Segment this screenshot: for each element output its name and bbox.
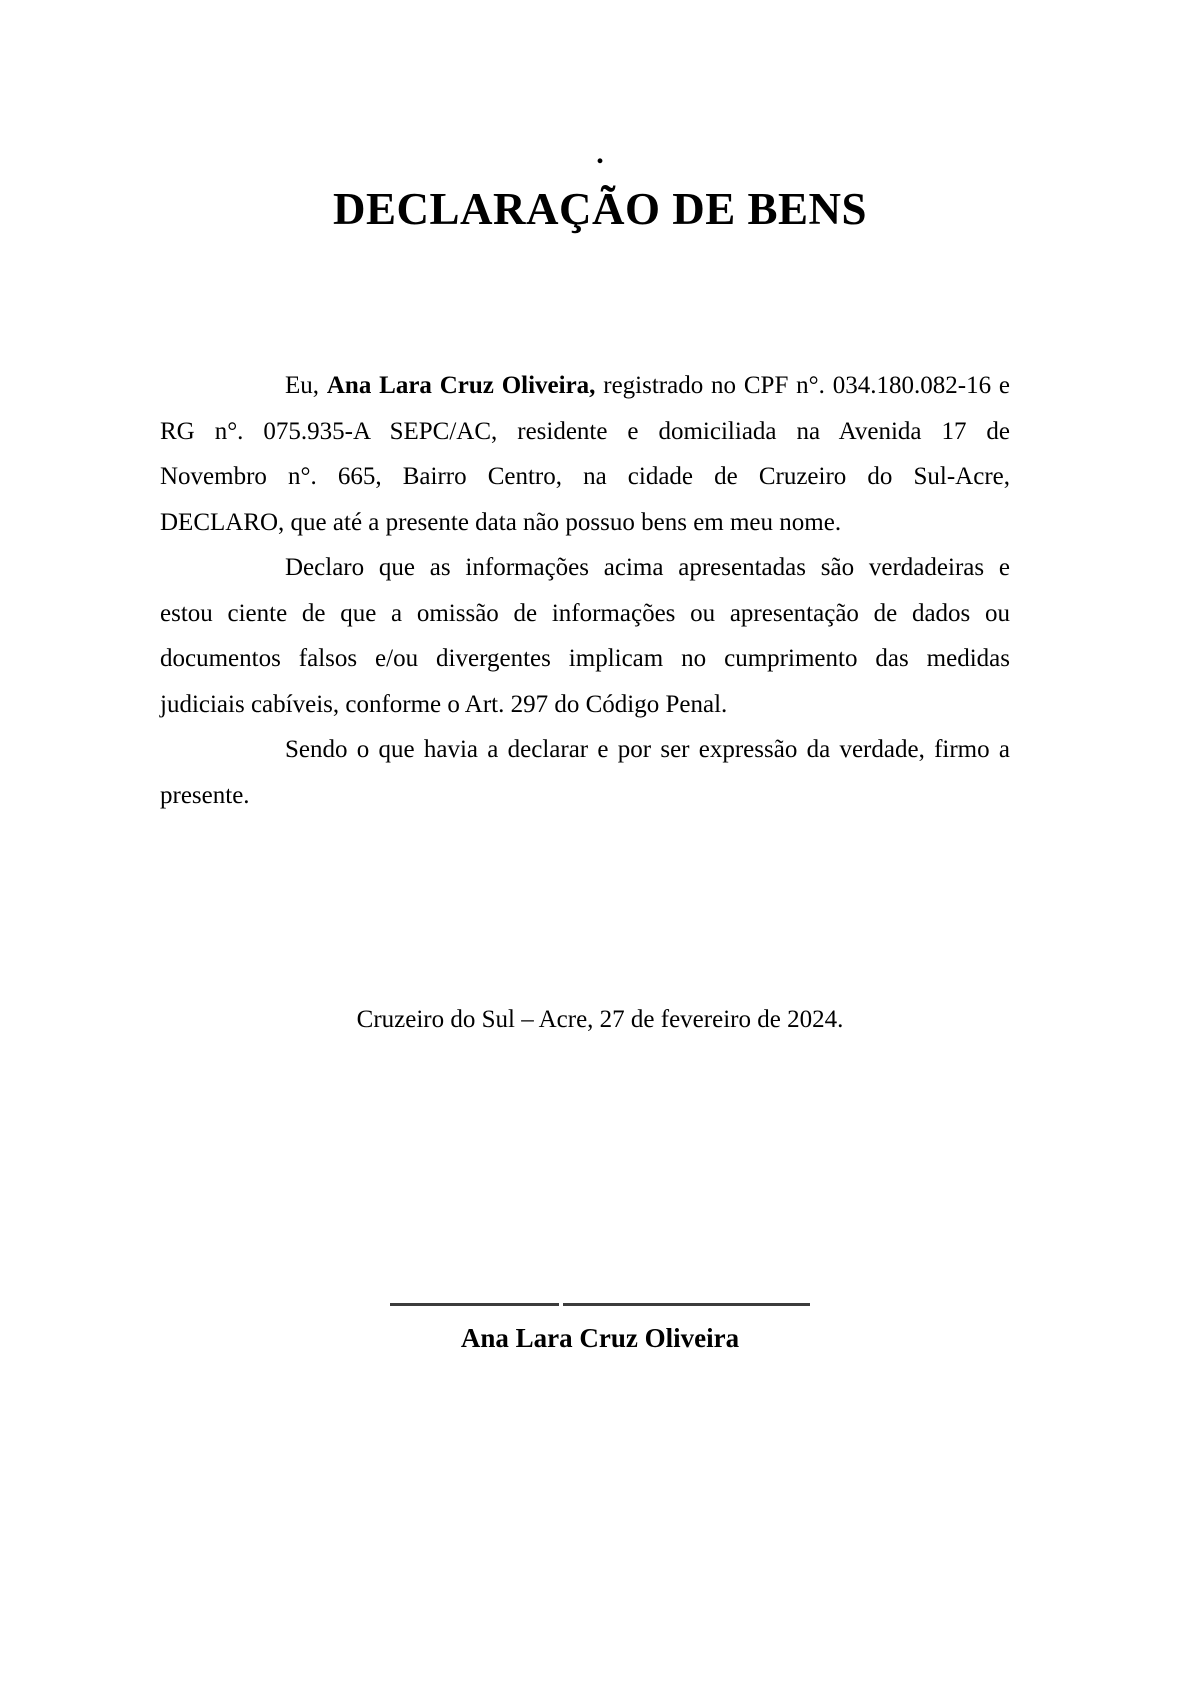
body-line xyxy=(160,363,1010,409)
body-text-run: RG n°. 075.935-A SEPC/AC, residente e domiciliada na Avenida 17 de xyxy=(160,417,1010,445)
signatory-name: Ana Lara Cruz Oliveira xyxy=(460,1323,740,1353)
body-line xyxy=(160,409,1010,455)
body-text-run: registrado no CPF n°. 034.180.082-16 e xyxy=(595,372,1010,399)
body-line xyxy=(160,545,1010,591)
signature-line xyxy=(390,1303,810,1306)
paragraph xyxy=(160,545,1010,727)
body-line xyxy=(160,682,1010,728)
body-text-run: Sendo o que havia a declarar e por ser expressão da verdade, firmo a xyxy=(285,736,1010,763)
body-line xyxy=(160,454,1010,500)
document-body xyxy=(160,363,1010,818)
body-line xyxy=(160,727,1010,773)
body-text-run: Novembro n°. 665, Bairro Centro, na cidade de Cruzeiro do Sul-Acre, xyxy=(160,463,1010,490)
body-line xyxy=(160,636,1010,682)
body-text-run: documentos falsos e/ou divergentes implicam no cumprimento das medidas xyxy=(160,645,1010,672)
signature-line-segment-left xyxy=(390,1303,559,1306)
paragraph xyxy=(160,727,1010,818)
signature-line-segment-right xyxy=(563,1303,810,1306)
body-text-run: Eu, xyxy=(285,372,327,399)
document-title: DECLARAÇÃO DE BENS xyxy=(332,184,868,234)
declarant-name-bold: Ana Lara Cruz Oliveira, xyxy=(326,372,596,399)
body-text-run: judiciais cabíveis, conforme o Art. 297 do Código Penal. xyxy=(160,690,728,718)
body-text-run: estou ciente de que a omissão de informações ou apresentação de dados ou xyxy=(160,599,1010,627)
body-line xyxy=(160,591,1010,637)
body-text-run: presente. xyxy=(160,781,250,809)
body-line xyxy=(160,500,1010,546)
body-text-run: Declaro que as informações acima apresentadas são verdadeiras e xyxy=(285,554,1010,581)
body-line xyxy=(160,773,1010,819)
stray-period: . xyxy=(596,137,604,170)
body-text-run: DECLARO, que até a presente data não possuo bens em meu nome. xyxy=(160,508,842,536)
paragraph xyxy=(160,363,1010,545)
date-place-line: Cruzeiro do Sul – Acre, 27 de fevereiro de 2024. xyxy=(356,1006,844,1033)
